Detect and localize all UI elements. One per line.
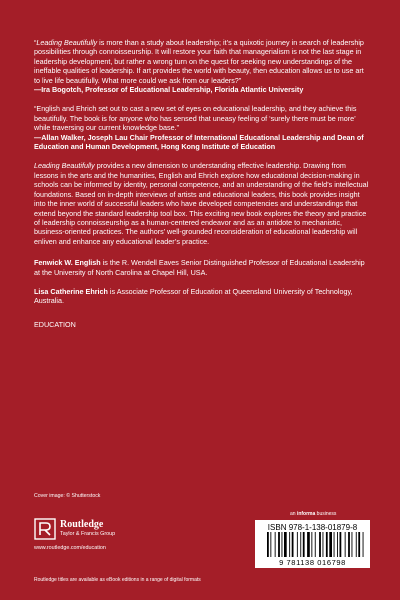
endorsement-attribution-2: —Allan Walker, Joseph Lau Chair Professor of International Educational Leadership and Dean of Education and Human Development, Hong Kong Institute of Education	[34, 132, 364, 152]
subject-category: EDUCATION	[34, 319, 76, 329]
endorsement-quote-2	[34, 104, 370, 151]
cover-text	[34, 38, 370, 329]
endorsement-text-2: “English and Ehrich set out to cast a new set of eyes on educational leadership, and they achieve this beautifully. The book is for anyone who has sensed that uneasy feeling of ‘surely there must be more’ while traversing our current knowledge base.”	[34, 104, 357, 133]
publisher-logo	[34, 518, 174, 551]
ebook-note: Routledge titles are available as eBook editions in a range of digital formats	[34, 577, 201, 583]
author-name-2: Lisa Catherine Ehrich	[34, 286, 108, 296]
endorsement-attribution-1: —Ira Bogotch, Professor of Educational Leadership, Florida Atlantic University	[34, 85, 304, 95]
author-name-1: Fenwick W. English	[34, 258, 101, 268]
barcode-digits: 9 781138 016798	[279, 558, 346, 567]
isbn-number: ISBN 978-1-138-01879-8	[267, 523, 358, 532]
publisher-name: Routledge	[60, 519, 104, 530]
endorsement-text-1: “Leading Beautifully is more than a study about leadership; it’s a quixotic journey in search of leadership possibilities through connoisseurship. It will restore your faith that managerialism is not the last stage in leadership development, but rather a wrong turn on the quest for seeking new understandings of the ineffable qualities of leadership. If art provides the world with beauty, then education allows us to use art to live life beautifully. What more could we ask from our leaders?”	[34, 38, 364, 85]
informa-business-label: an informa business	[290, 511, 337, 517]
publisher-group: Taylor & Francis Group	[60, 531, 116, 537]
isbn-barcode	[255, 520, 370, 568]
publisher-url: www.routledge.com/education	[34, 545, 106, 551]
endorsement-quote-1	[34, 38, 370, 94]
book-description: Leading Beautifully provides a new dimension to understanding effective leadership. Drawing from lessons in the arts and the humanities, English and Ehrich explore how educational decision-making in schools can be informed by identity, personal competence, and an understanding of the field’s intellectual foundations. Based on in-depth interviews of artists and educational leaders, this book provides insight into the inner world of successful leaders who have developed competencies and understandings that extend beyond the standard leadership tool box. This exciting new book explores the theory and practice of leadership connoisseurship as a human-centered endeavor and as an antidote to mechanistic, business-oriented practices. The authors’ well-grounded reconsideration of educational leadership will enliven and enhance any educational leader’s practice.	[34, 161, 369, 246]
barcode-icon	[255, 532, 370, 558]
cover-image-credit: Cover image: © Shutterstock	[34, 493, 101, 499]
author-bio-1: Fenwick W. English is the R. Wendell Eaves Senior Distinguished Professor of Educational Leadership at the University of North Carolina at Chapel Hill, USA.	[34, 258, 365, 277]
book-title-italic: Leading Beautifully	[34, 161, 95, 171]
routledge-logo-icon	[34, 518, 56, 540]
author-bio-2: Lisa Catherine Ehrich is Associate Professor of Education at Queensland University of Technology, Australia.	[34, 286, 353, 306]
book-title-italic: Leading Beautifully	[36, 38, 98, 47]
